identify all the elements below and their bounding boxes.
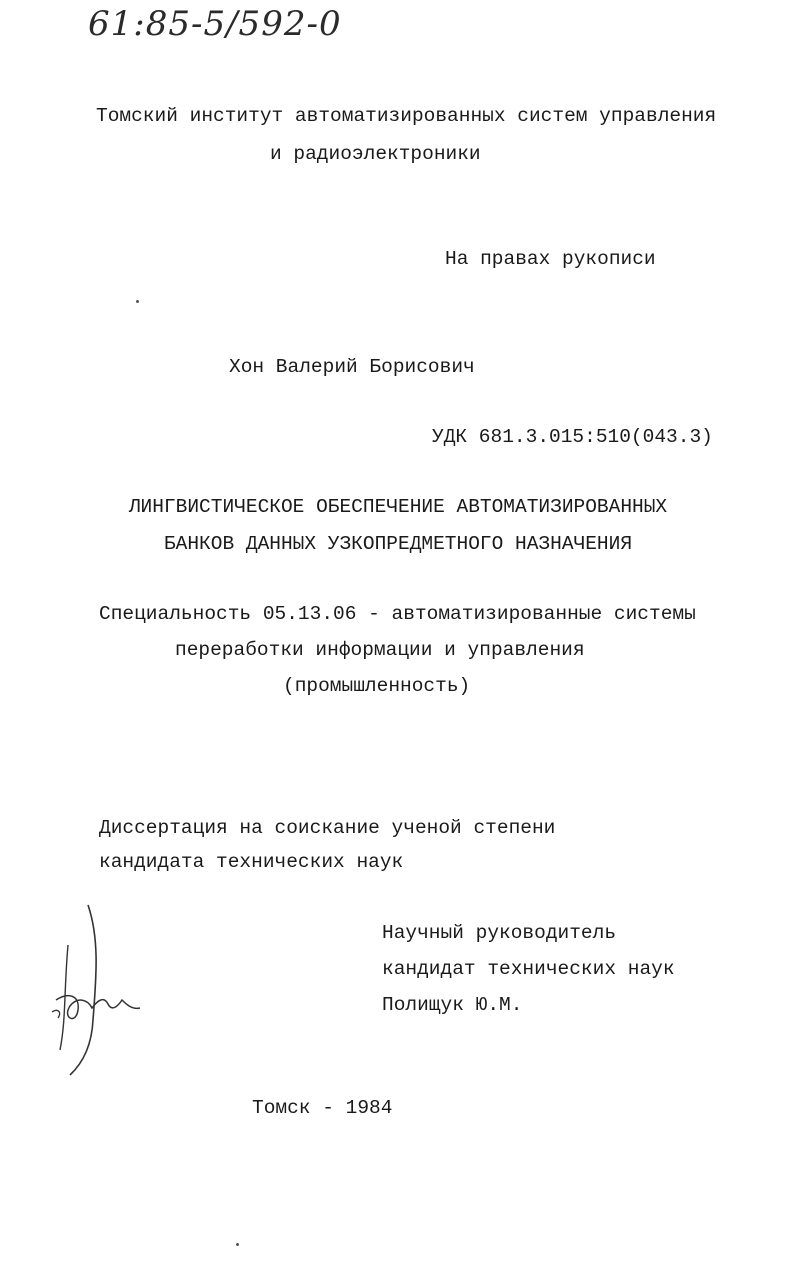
signature-image (48, 900, 148, 1080)
specialty-line-3: (промышленность) (283, 675, 471, 697)
title-line-1: ЛИНГВИСТИЧЕСКОЕ ОБЕСПЕЧЕНИЕ АВТОМАТИЗИРОВАННЫХ (128, 496, 668, 518)
specialty-line-1: Специальность 05.13.06 - автоматизированные системы (99, 603, 696, 625)
supervisor-name: Полищук Ю.М. (382, 994, 523, 1016)
dissertation-line-2: кандидата технических наук (99, 851, 404, 873)
supervisor-role: Научный руководитель (382, 922, 617, 944)
scan-speck (236, 1243, 239, 1246)
author-name: Хон Валерий Борисович (229, 356, 475, 378)
supervisor-degree: кандидат технических наук (382, 958, 675, 980)
archive-mark: 61:85-5/592-0 (88, 4, 342, 44)
dissertation-line-1: Диссертация на соискание ученой степени (99, 817, 556, 839)
place-year: Томск - 1984 (252, 1097, 393, 1119)
scan-speck (136, 300, 139, 303)
udc-code: УДК 681.3.015:510(043.3) (432, 426, 713, 448)
specialty-line-2: переработки информации и управления (175, 639, 585, 661)
institute-line-1: Томский институт автоматизированных систем управления (96, 105, 717, 127)
manuscript-rights: На правах рукописи (445, 248, 656, 270)
title-line-2: БАНКОВ ДАННЫХ УЗКОПРЕДМЕТНОГО НАЗНАЧЕНИЯ (163, 533, 633, 555)
institute-line-2: и радиоэлектроники (270, 143, 481, 165)
